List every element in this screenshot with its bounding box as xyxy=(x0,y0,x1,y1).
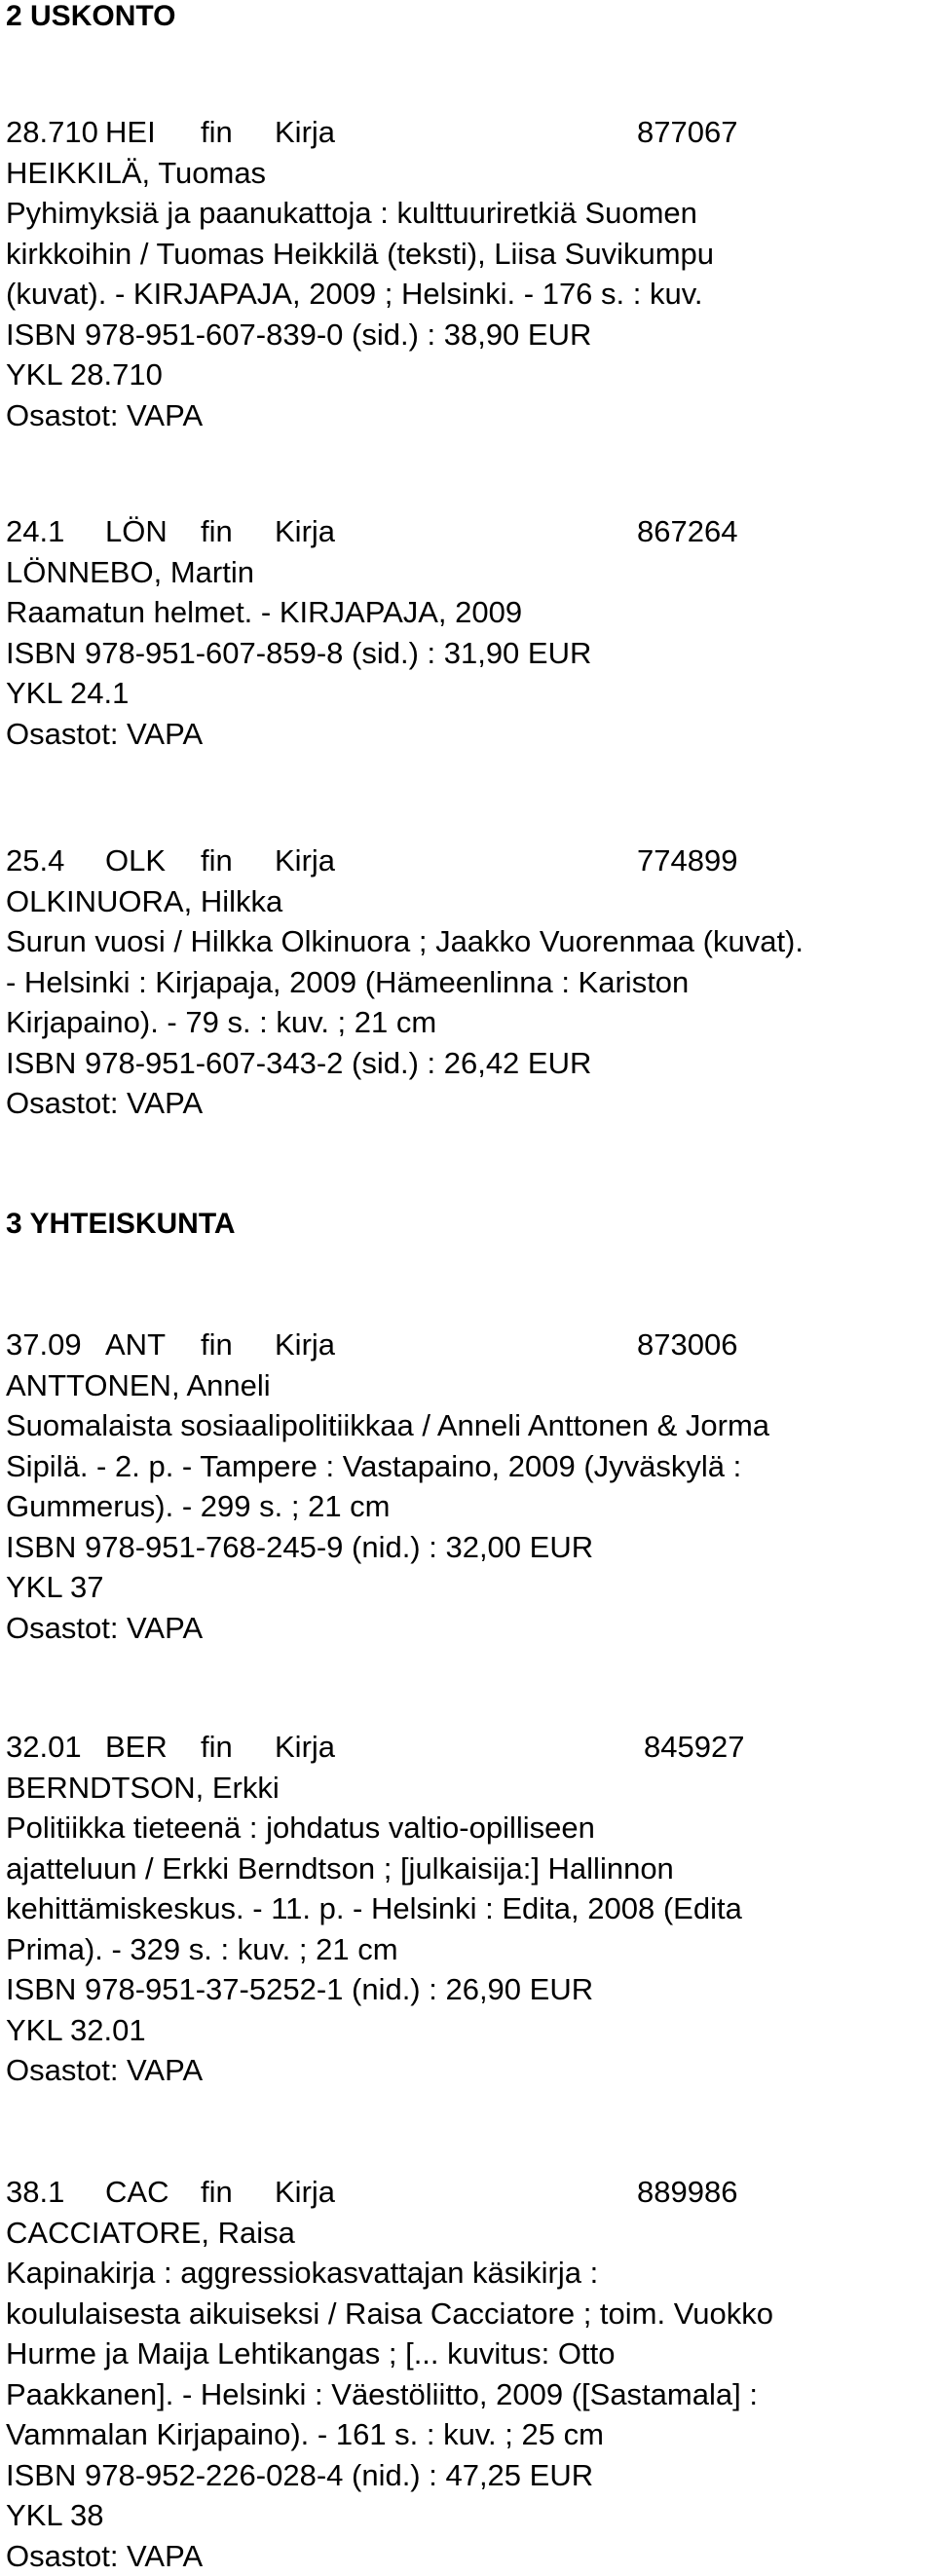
entry-author: LÖNNEBO, Martin xyxy=(6,552,912,593)
section-heading-yhteiskunta: 3 YHTEISKUNTA xyxy=(6,1208,236,1241)
entry-header xyxy=(6,511,912,552)
entry-type: Kirja xyxy=(275,1325,335,1365)
entry-isbn: ISBN 978-951-37-5252-1 (nid.) : 26,90 EUR xyxy=(6,1969,912,2010)
entry-author: BERNDTSON, Erkki xyxy=(6,1768,912,1809)
entry-isbn: ISBN 978-951-607-343-2 (sid.) : 26,42 EUR xyxy=(6,1043,912,1084)
entry-line: Suomalaista sosiaalipolitiikkaa / Anneli Anttonen & Jorma xyxy=(6,1405,912,1446)
entry-departments: Osastot: VAPA xyxy=(6,1083,912,1124)
entry-line: Pyhimyksiä ja paanukattoja : kulttuuriretkiä Suomen xyxy=(6,193,912,234)
entry-header xyxy=(6,112,912,153)
entry-line: Hurme ja Maija Lehtikangas ; [... kuvitus: Otto xyxy=(6,2333,912,2374)
entry-line: Raamatun helmet. - KIRJAPAJA, 2009 xyxy=(6,592,912,633)
entry-isbn: ISBN 978-951-607-839-0 (sid.) : 38,90 EUR xyxy=(6,315,912,355)
entry-type: Kirja xyxy=(275,2172,335,2213)
entry-id: 867264 xyxy=(637,511,737,552)
entry-header xyxy=(6,1325,912,1365)
section-heading-uskonto: 2 USKONTO xyxy=(6,0,175,33)
entry-code: HEI xyxy=(105,112,156,153)
entry-line: Politiikka tieteenä : johdatus valtio-opilliseen xyxy=(6,1808,912,1848)
entry-language: fin xyxy=(201,1325,233,1365)
entry-class: 32.01 xyxy=(6,1727,82,1768)
entry-line: Surun vuosi / Hilkka Olkinuora ; Jaakko Vuorenmaa (kuvat). xyxy=(6,921,912,962)
entry-type: Kirja xyxy=(275,1727,335,1768)
catalog-entry xyxy=(6,1325,912,1648)
entry-line: ajatteluun / Erkki Berndtson ; [julkaisija:] Hallinnon xyxy=(6,1848,912,1889)
entry-class: 28.710 xyxy=(6,112,98,153)
entry-header xyxy=(6,1727,912,1768)
entry-id: 889986 xyxy=(637,2172,737,2213)
entry-ykl: YKL 24.1 xyxy=(6,673,912,714)
entry-code: CAC xyxy=(105,2172,168,2213)
entry-departments: Osastot: VAPA xyxy=(6,2050,912,2091)
entry-line: koululaisesta aikuiseksi / Raisa Cacciatore ; toim. Vuokko xyxy=(6,2294,912,2334)
catalog-entry xyxy=(6,511,912,754)
entry-author: OLKINUORA, Hilkka xyxy=(6,881,912,922)
entry-departments: Osastot: VAPA xyxy=(6,2536,912,2576)
entry-line: Sipilä. - 2. p. - Tampere : Vastapaino, 2009 (Jyväskylä : xyxy=(6,1446,912,1487)
entry-author: HEIKKILÄ, Tuomas xyxy=(6,153,912,194)
entry-language: fin xyxy=(201,112,233,153)
entry-line: Vammalan Kirjapaino). - 161 s. : kuv. ; 25 cm xyxy=(6,2414,912,2455)
entry-line: Kapinakirja : aggressiokasvattajan käsikirja : xyxy=(6,2253,912,2294)
catalog-entry xyxy=(6,840,912,1124)
entry-code: ANT xyxy=(105,1325,166,1365)
entry-language: fin xyxy=(201,1727,233,1768)
entry-type: Kirja xyxy=(275,112,335,153)
entry-line: (kuvat). - KIRJAPAJA, 2009 ; Helsinki. - 176 s. : kuv. xyxy=(6,274,912,315)
catalog-entry xyxy=(6,2172,912,2576)
entry-type: Kirja xyxy=(275,511,335,552)
entry-class: 38.1 xyxy=(6,2172,64,2213)
catalog-entry xyxy=(6,1727,912,2091)
entry-id: 845927 xyxy=(644,1727,744,1768)
entry-departments: Osastot: VAPA xyxy=(6,1608,912,1649)
entry-line: Gummerus). - 299 s. ; 21 cm xyxy=(6,1486,912,1527)
entry-code: OLK xyxy=(105,840,166,881)
entry-language: fin xyxy=(201,2172,233,2213)
entry-class: 25.4 xyxy=(6,840,64,881)
entry-author: CACCIATORE, Raisa xyxy=(6,2213,912,2254)
entry-isbn: ISBN 978-951-607-859-8 (sid.) : 31,90 EUR xyxy=(6,633,912,674)
catalog-entry xyxy=(6,112,912,435)
entry-code: BER xyxy=(105,1727,168,1768)
entry-isbn: ISBN 978-952-226-028-4 (nid.) : 47,25 EUR xyxy=(6,2455,912,2496)
entry-class: 37.09 xyxy=(6,1325,82,1365)
entry-header xyxy=(6,2172,912,2213)
entry-line: - Helsinki : Kirjapaja, 2009 (Hämeenlinna : Kariston xyxy=(6,962,912,1003)
entry-line: Kirjapaino). - 79 s. : kuv. ; 21 cm xyxy=(6,1002,912,1043)
entry-ykl: YKL 28.710 xyxy=(6,355,912,395)
entry-class: 24.1 xyxy=(6,511,64,552)
entry-id: 774899 xyxy=(637,840,737,881)
entry-line: kehittämiskeskus. - 11. p. - Helsinki : Edita, 2008 (Edita xyxy=(6,1888,912,1929)
entry-header xyxy=(6,840,912,881)
entry-departments: Osastot: VAPA xyxy=(6,714,912,755)
entry-line: kirkkoihin / Tuomas Heikkilä (teksti), Liisa Suvikumpu xyxy=(6,234,912,275)
entry-id: 877067 xyxy=(637,112,737,153)
entry-language: fin xyxy=(201,511,233,552)
entry-code: LÖN xyxy=(105,511,168,552)
entry-departments: Osastot: VAPA xyxy=(6,395,912,436)
entry-type: Kirja xyxy=(275,840,335,881)
entry-ykl: YKL 32.01 xyxy=(6,2010,912,2051)
entry-isbn: ISBN 978-951-768-245-9 (nid.) : 32,00 EUR xyxy=(6,1527,912,1568)
entry-ykl: YKL 37 xyxy=(6,1567,912,1608)
entry-line: Paakkanen]. - Helsinki : Väestöliitto, 2009 ([Sastamala] : xyxy=(6,2374,912,2415)
entry-line: Prima). - 329 s. : kuv. ; 21 cm xyxy=(6,1929,912,1970)
entry-id: 873006 xyxy=(637,1325,737,1365)
entry-author: ANTTONEN, Anneli xyxy=(6,1365,912,1406)
entry-ykl: YKL 38 xyxy=(6,2495,912,2536)
entry-language: fin xyxy=(201,840,233,881)
